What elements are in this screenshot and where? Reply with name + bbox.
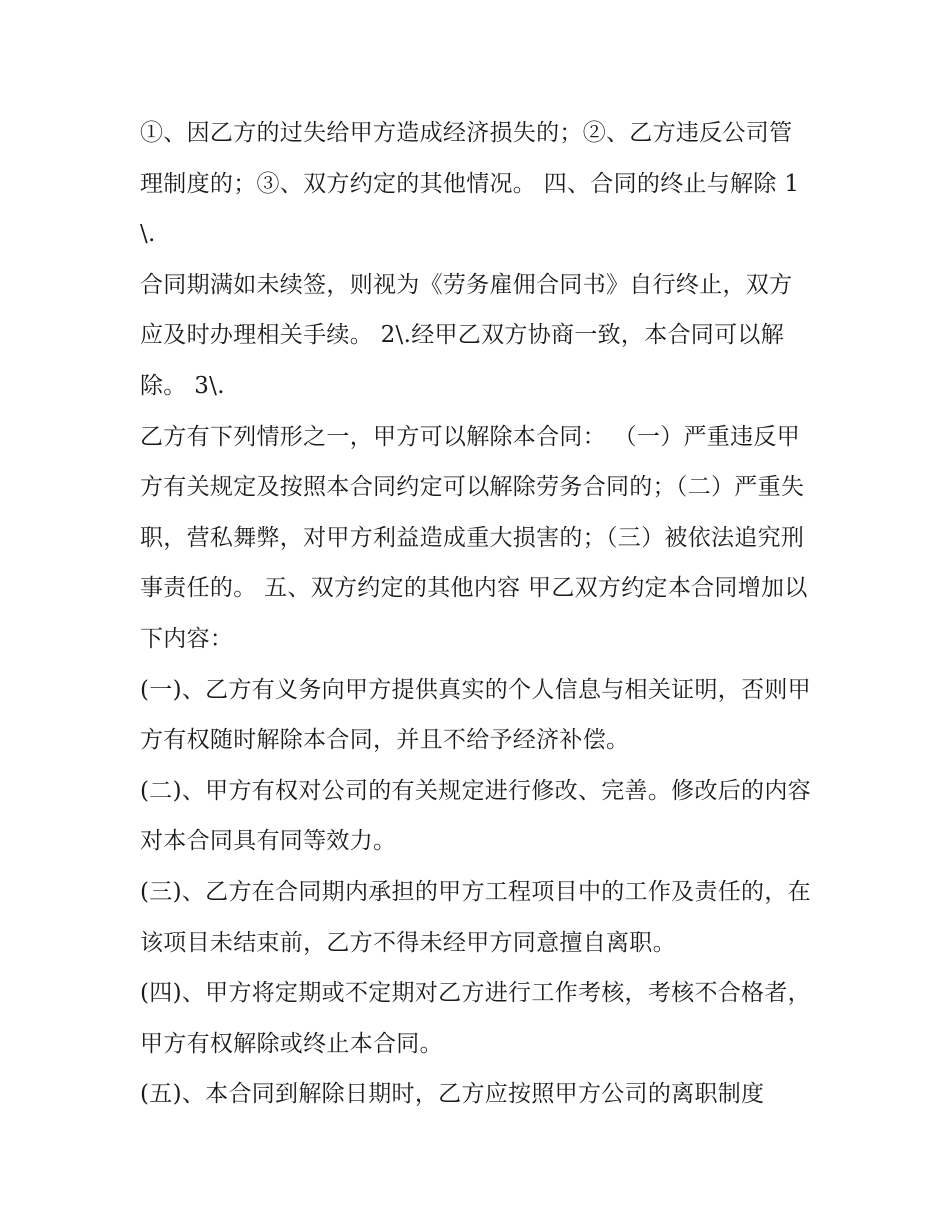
paragraph-1: ①、因乙方的过失给甲方造成经济损失的；②、乙方违反公司管理制度的；③、双方约定的其他情况。 四、合同的终止与解除 1\. — [140, 120, 800, 248]
document-body — [140, 108, 812, 1120]
paragraph-2: 合同期满如未续签，则视为《劳务雇佣合同书》自行终止，双方应及时办理相关手续。 2\.经甲乙双方协商一致，本合同可以解除。 3\. — [140, 271, 793, 399]
paragraph-4: (一)、乙方有义务向甲方提供真实的个人信息与相关证明，否则甲方有权随时解除本合同，并且不给予经济补偿。 — [140, 676, 811, 754]
paragraph-8: (五)、本合同到解除日期时，乙方应按照甲方公司的离职制度 — [140, 1081, 765, 1108]
paragraph-5: (二)、甲方有权对公司的有关规定进行修改、完善。修改后的内容对本合同具有同等效力。 — [140, 777, 811, 855]
paragraph-7: (四)、甲方将定期或不定期对乙方进行工作考核，考核不合格者，甲方有权解除或终止本合同。 — [140, 980, 811, 1057]
paragraph-6: (三)、乙方在合同期内承担的甲方工程项目中的工作及责任的，在该项目未结束前，乙方不得未经甲方同意擅自离职。 — [140, 878, 811, 956]
paragraph-3: 乙方有下列情形之一，甲方可以解除本合同： （一）严重违反甲方有关规定及按照本合同约定可以解除劳务合同的；（二）严重失职，营私舞弊，对甲方利益造成重大损害的；（三）被依法追究刑事责任的。 五、双方约定的其他内容 甲乙双方约定本合同增加以下内容： — [140, 423, 808, 652]
